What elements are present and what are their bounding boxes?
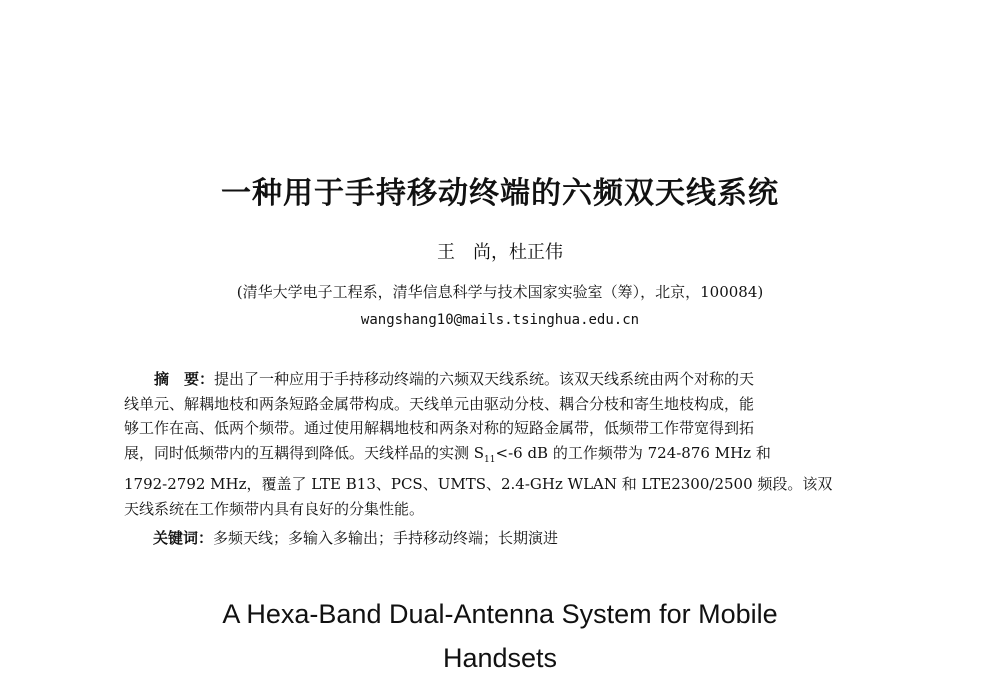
s-parameter-subscript: 11 xyxy=(484,454,496,465)
abstract-label: 摘 要： xyxy=(154,370,215,388)
abstract-line: 1792-2792 MHz，覆盖了 LTE B13、PCS、UMTS、2.4-GHz WLAN 和 LTE2300/2500 频段。该双 xyxy=(124,475,833,493)
abstract-line: 线单元、解耦地枝和两条短路金属带构成。天线单元由驱动分枝、耦合分枝和寄生地枝构成，能 xyxy=(124,394,755,413)
author-email: wangshang10@mails.tsinghua.edu.cn xyxy=(360,312,640,328)
affiliation: (清华大学电子工程系，清华信息科学与技术国家实验室（筹），北京，100084) xyxy=(236,283,764,301)
paper-title-en-line: A Hexa-Band Dual-Antenna System for Mobile xyxy=(222,599,778,629)
abstract-line xyxy=(124,441,879,473)
paper-title-en-line: Handsets xyxy=(442,643,558,673)
abstract-text: 展，同时低频带内的互耦得到降低。天线样品的实测 S xyxy=(124,443,485,462)
abstract-line: 够工作在高、低两个频带。通过使用解耦地枝和两条对称的短路金属带，低频带工作带宽得到拓 xyxy=(124,419,755,437)
abstract-text: <-6 dB 的工作频带为 724-876 MHz 和 xyxy=(495,443,771,462)
keywords-label: 关键词： xyxy=(153,529,214,547)
paper-title-cn: 一种用于手持移动终端的六频双天线系统 xyxy=(221,176,779,211)
keywords-text: 多频天线；多输入多输出；手持移动终端；长期演进 xyxy=(213,529,559,547)
paper-title-en xyxy=(0,592,1000,680)
abstract-line xyxy=(124,367,879,392)
abstract xyxy=(124,367,879,521)
keywords xyxy=(153,527,558,548)
abstract-line: 天线系统在工作频带内具有良好的分集性能。 xyxy=(124,499,425,518)
authors: 王 尚，杜正伟 xyxy=(437,242,563,263)
abstract-text: 提出了一种应用于手持移动终端的六频双天线系统。该双天线系统由两个对称的天 xyxy=(214,370,755,388)
